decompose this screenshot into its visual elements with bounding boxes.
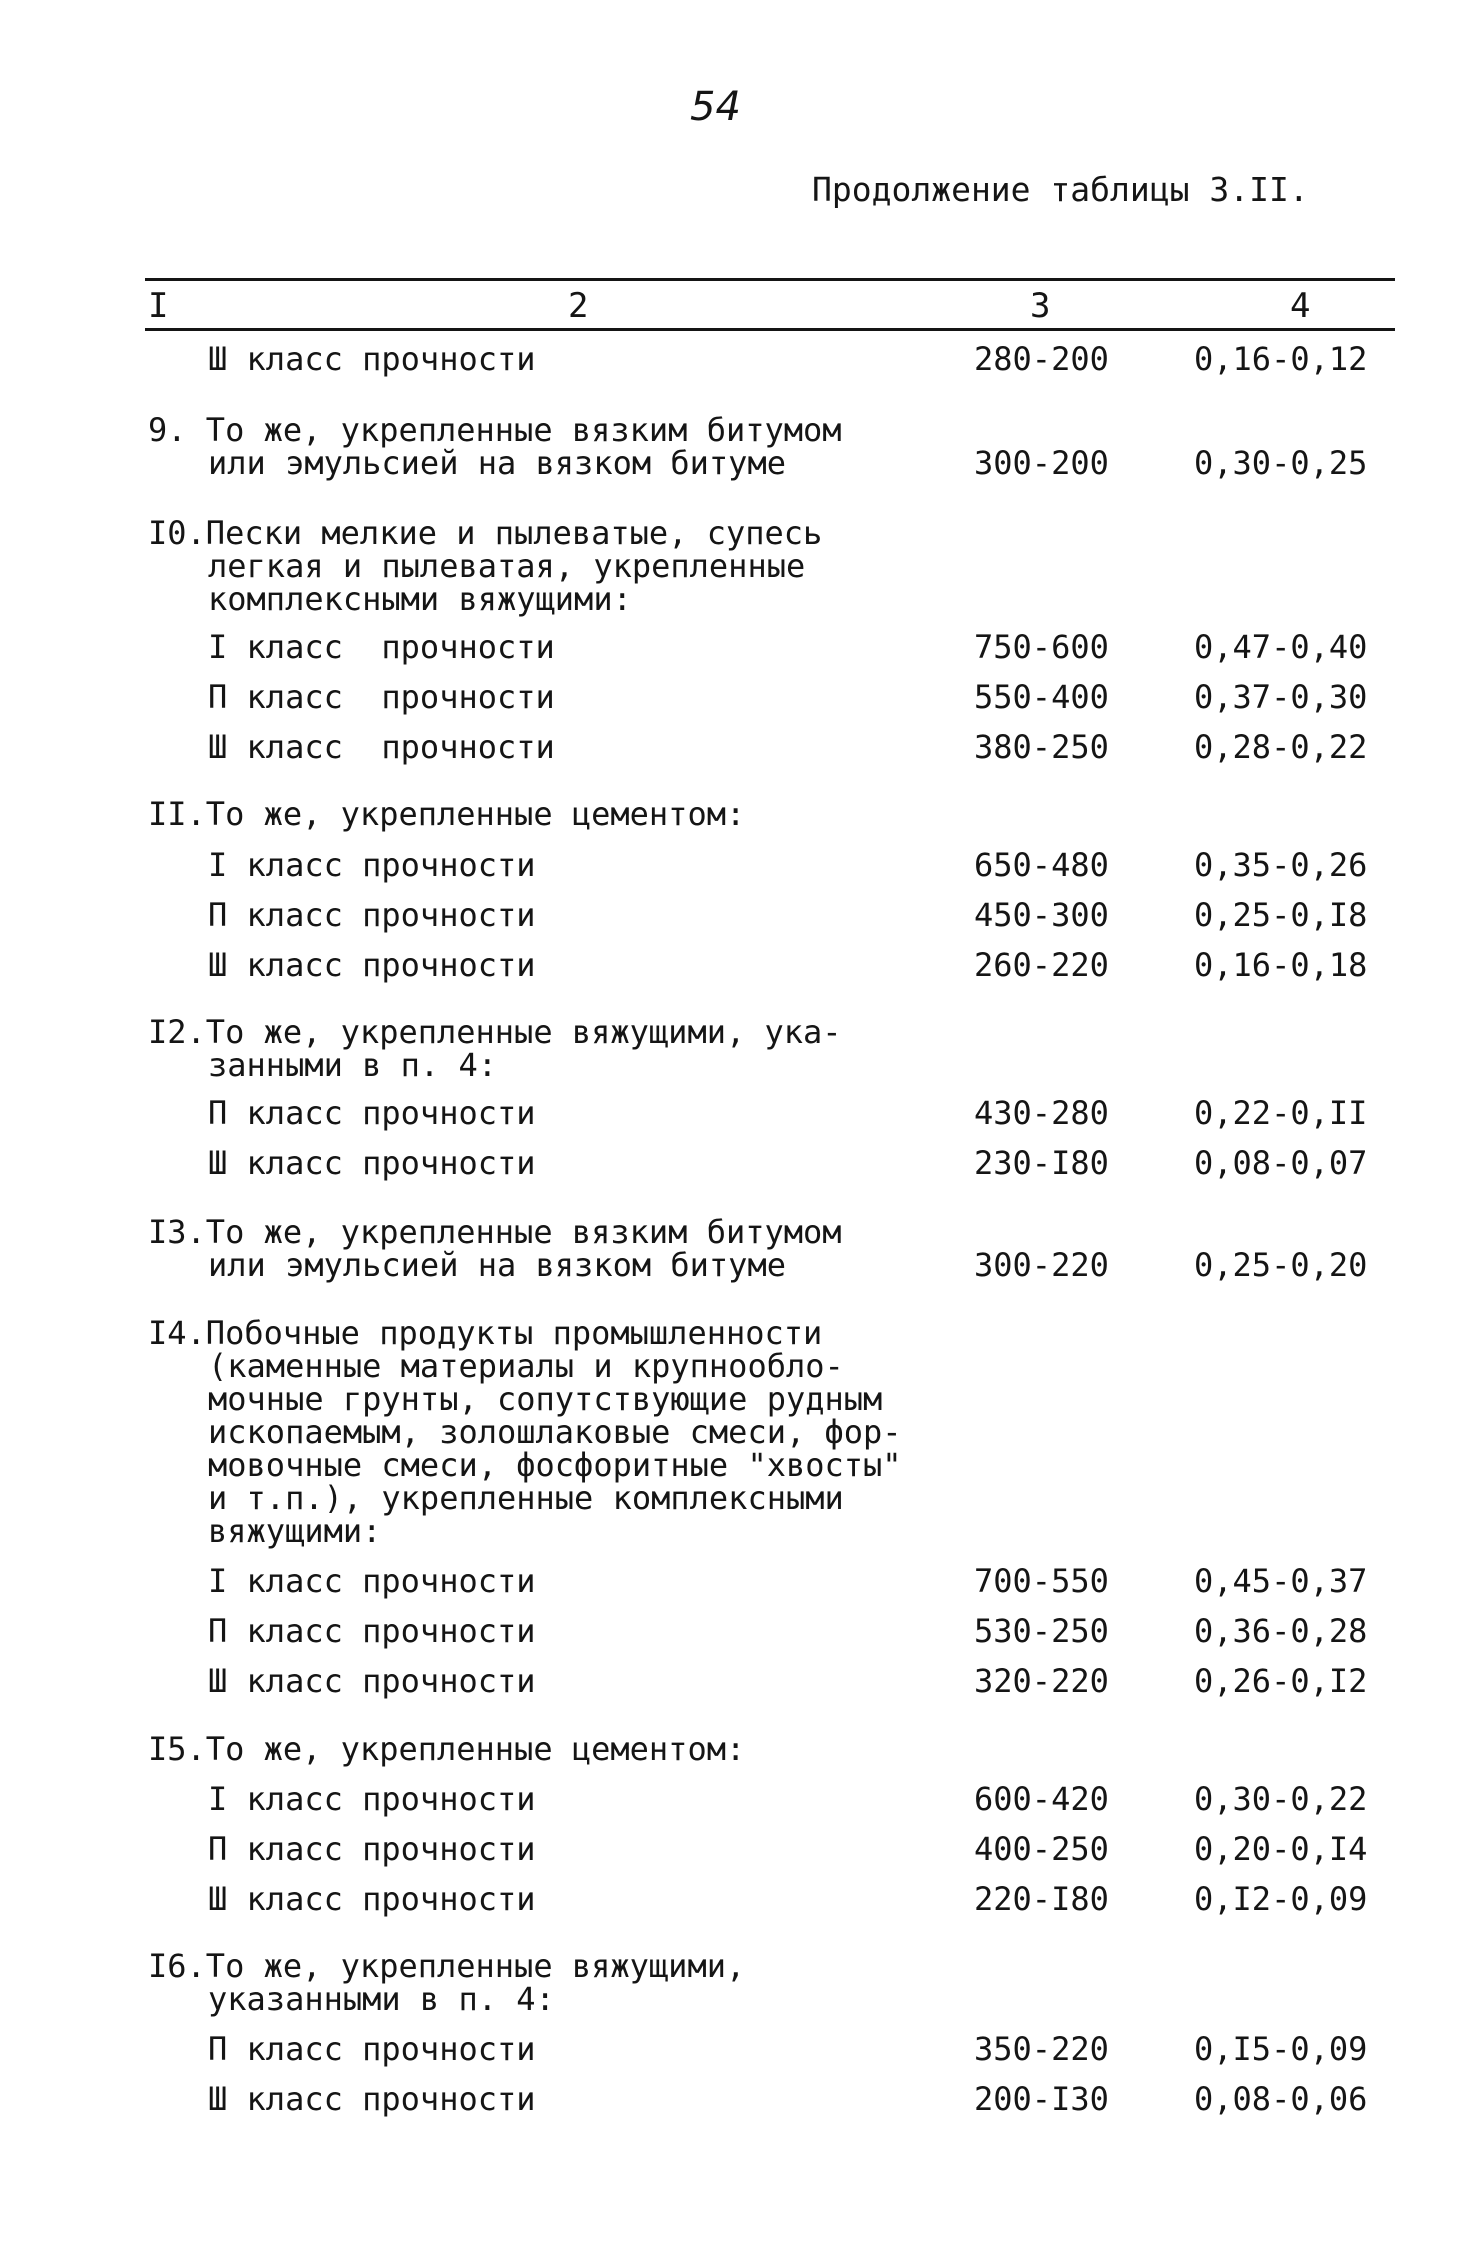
- table-cell-col3: 550-400: [974, 678, 1109, 716]
- column-header-2: 2: [568, 286, 589, 326]
- table-cell-col4: 0,26-0,I2: [1194, 1662, 1368, 1700]
- table-cell-col4: 0,08-0,06: [1194, 2080, 1368, 2118]
- page-number: 54: [690, 84, 741, 130]
- item-heading-line: I6.То же, укрепленные вяжущими,: [148, 1947, 746, 1985]
- column-header-4: 4: [1290, 286, 1311, 326]
- item-heading-line: вяжущими:: [208, 1512, 382, 1550]
- table-cell-col4: 0,08-0,07: [1194, 1144, 1368, 1182]
- table-cell-col4: 0,35-0,26: [1194, 846, 1368, 884]
- item-heading-line: I2.То же, укрепленные вяжущими, ука-: [148, 1013, 842, 1051]
- item-heading-line: I5.То же, укрепленные цементом:: [148, 1730, 746, 1768]
- item-heading-line: комплексными вяжущими:: [208, 580, 632, 618]
- table-cell-col3: 600-420: [974, 1780, 1109, 1818]
- item-heading-line: (каменные материалы и крупнообло-: [208, 1347, 844, 1385]
- table-cell-col4: 0,I2-0,09: [1194, 1880, 1368, 1918]
- table-row-label: Ш класс прочности: [208, 1880, 536, 1918]
- item-heading-line: мовочные смеси, фосфоритные "хвосты": [208, 1446, 902, 1484]
- table-row-label: Ш класс прочности: [208, 1662, 536, 1700]
- table-cell-col3: 750-600: [974, 628, 1109, 666]
- table-cell-col3: 230-I80: [974, 1144, 1109, 1182]
- item-heading-line: легкая и пылеватая, укрепленные: [208, 547, 806, 585]
- table-row-label: I класс прочности: [208, 846, 536, 884]
- table-header-rule: [145, 328, 1395, 331]
- continuation-title: Продолжение таблицы 3.II.: [812, 170, 1309, 209]
- table-cell-col3: 430-280: [974, 1094, 1109, 1132]
- table-row-label: П класс прочности: [208, 1830, 536, 1868]
- table-cell-col4: 0,25-0,20: [1194, 1246, 1368, 1284]
- item-heading-line: или эмульсией на вязком битуме: [208, 444, 786, 482]
- item-heading-line: I4.Побочные продукты промышленности: [148, 1314, 823, 1352]
- item-heading-line: мочные грунты, сопутствующие рудным: [208, 1380, 883, 1418]
- table-row-label: П класс прочности: [208, 2030, 536, 2068]
- table-cell-col4: 0,36-0,28: [1194, 1612, 1368, 1650]
- table-row-label: П класс прочности: [208, 678, 555, 716]
- table-row-label: П класс прочности: [208, 1612, 536, 1650]
- table-cell-col4: 0,25-0,I8: [1194, 896, 1368, 934]
- item-heading-line: указанными в п. 4:: [208, 1980, 555, 2018]
- table-cell-col3: 650-480: [974, 846, 1109, 884]
- table-cell-col3: 450-300: [974, 896, 1109, 934]
- table-cell-col3: 300-200: [974, 444, 1109, 482]
- table-row-label: I класс прочности: [208, 1780, 536, 1818]
- column-header-3: 3: [1030, 286, 1051, 326]
- table-row-label: Ш класс прочности: [208, 946, 536, 984]
- table-cell-col4: 0,16-0,12: [1194, 340, 1368, 378]
- item-heading-line: II.То же, укрепленные цементом:: [148, 795, 746, 833]
- table-top-rule: [145, 278, 1395, 281]
- table-cell-col4: 0,22-0,II: [1194, 1094, 1368, 1132]
- table-row-label: Ш класс прочности: [208, 340, 536, 378]
- table-cell-col3: 260-220: [974, 946, 1109, 984]
- table-cell-col3: 530-250: [974, 1612, 1109, 1650]
- table-cell-col3: 220-I80: [974, 1880, 1109, 1918]
- table-cell-col3: 700-550: [974, 1562, 1109, 1600]
- table-cell-col3: 300-220: [974, 1246, 1109, 1284]
- item-heading-line: I0.Пески мелкие и пылеватые, супесь: [148, 514, 823, 552]
- table-cell-col3: 280-200: [974, 340, 1109, 378]
- item-heading-line: и т.п.), укрепленные комплексными: [208, 1479, 844, 1517]
- table-cell-col4: 0,16-0,18: [1194, 946, 1368, 984]
- table-row-label: Ш класс прочности: [208, 728, 555, 766]
- table-cell-col4: 0,28-0,22: [1194, 728, 1368, 766]
- table-row-label: I класс прочности: [208, 628, 555, 666]
- item-heading-line: I3.То же, укрепленные вязким битумом: [148, 1213, 842, 1251]
- item-heading-line: ископаемым, золошлаковые смеси, фор-: [208, 1413, 902, 1451]
- table-cell-col3: 400-250: [974, 1830, 1109, 1868]
- table-cell-col4: 0,I5-0,09: [1194, 2030, 1368, 2068]
- table-cell-col4: 0,20-0,I4: [1194, 1830, 1368, 1868]
- item-heading-line: занными в п. 4:: [208, 1046, 497, 1084]
- table-cell-col4: 0,30-0,22: [1194, 1780, 1368, 1818]
- column-header-1: I: [148, 286, 169, 326]
- table-cell-col3: 320-220: [974, 1662, 1109, 1700]
- table-row-label: Ш класс прочности: [208, 1144, 536, 1182]
- table-cell-col3: 200-I30: [974, 2080, 1109, 2118]
- table-cell-col3: 380-250: [974, 728, 1109, 766]
- item-heading-line: или эмульсией на вязком битуме: [208, 1246, 786, 1284]
- table-row-label: I класс прочности: [208, 1562, 536, 1600]
- table-cell-col4: 0,47-0,40: [1194, 628, 1368, 666]
- table-cell-col4: 0,45-0,37: [1194, 1562, 1368, 1600]
- table-cell-col3: 350-220: [974, 2030, 1109, 2068]
- table-row-label: Ш класс прочности: [208, 2080, 536, 2118]
- item-heading-line: 9. То же, укрепленные вязким битумом: [148, 411, 842, 449]
- table-row-label: П класс прочности: [208, 896, 536, 934]
- table-row-label: П класс прочности: [208, 1094, 536, 1132]
- table-cell-col4: 0,37-0,30: [1194, 678, 1368, 716]
- table-cell-col4: 0,30-0,25: [1194, 444, 1368, 482]
